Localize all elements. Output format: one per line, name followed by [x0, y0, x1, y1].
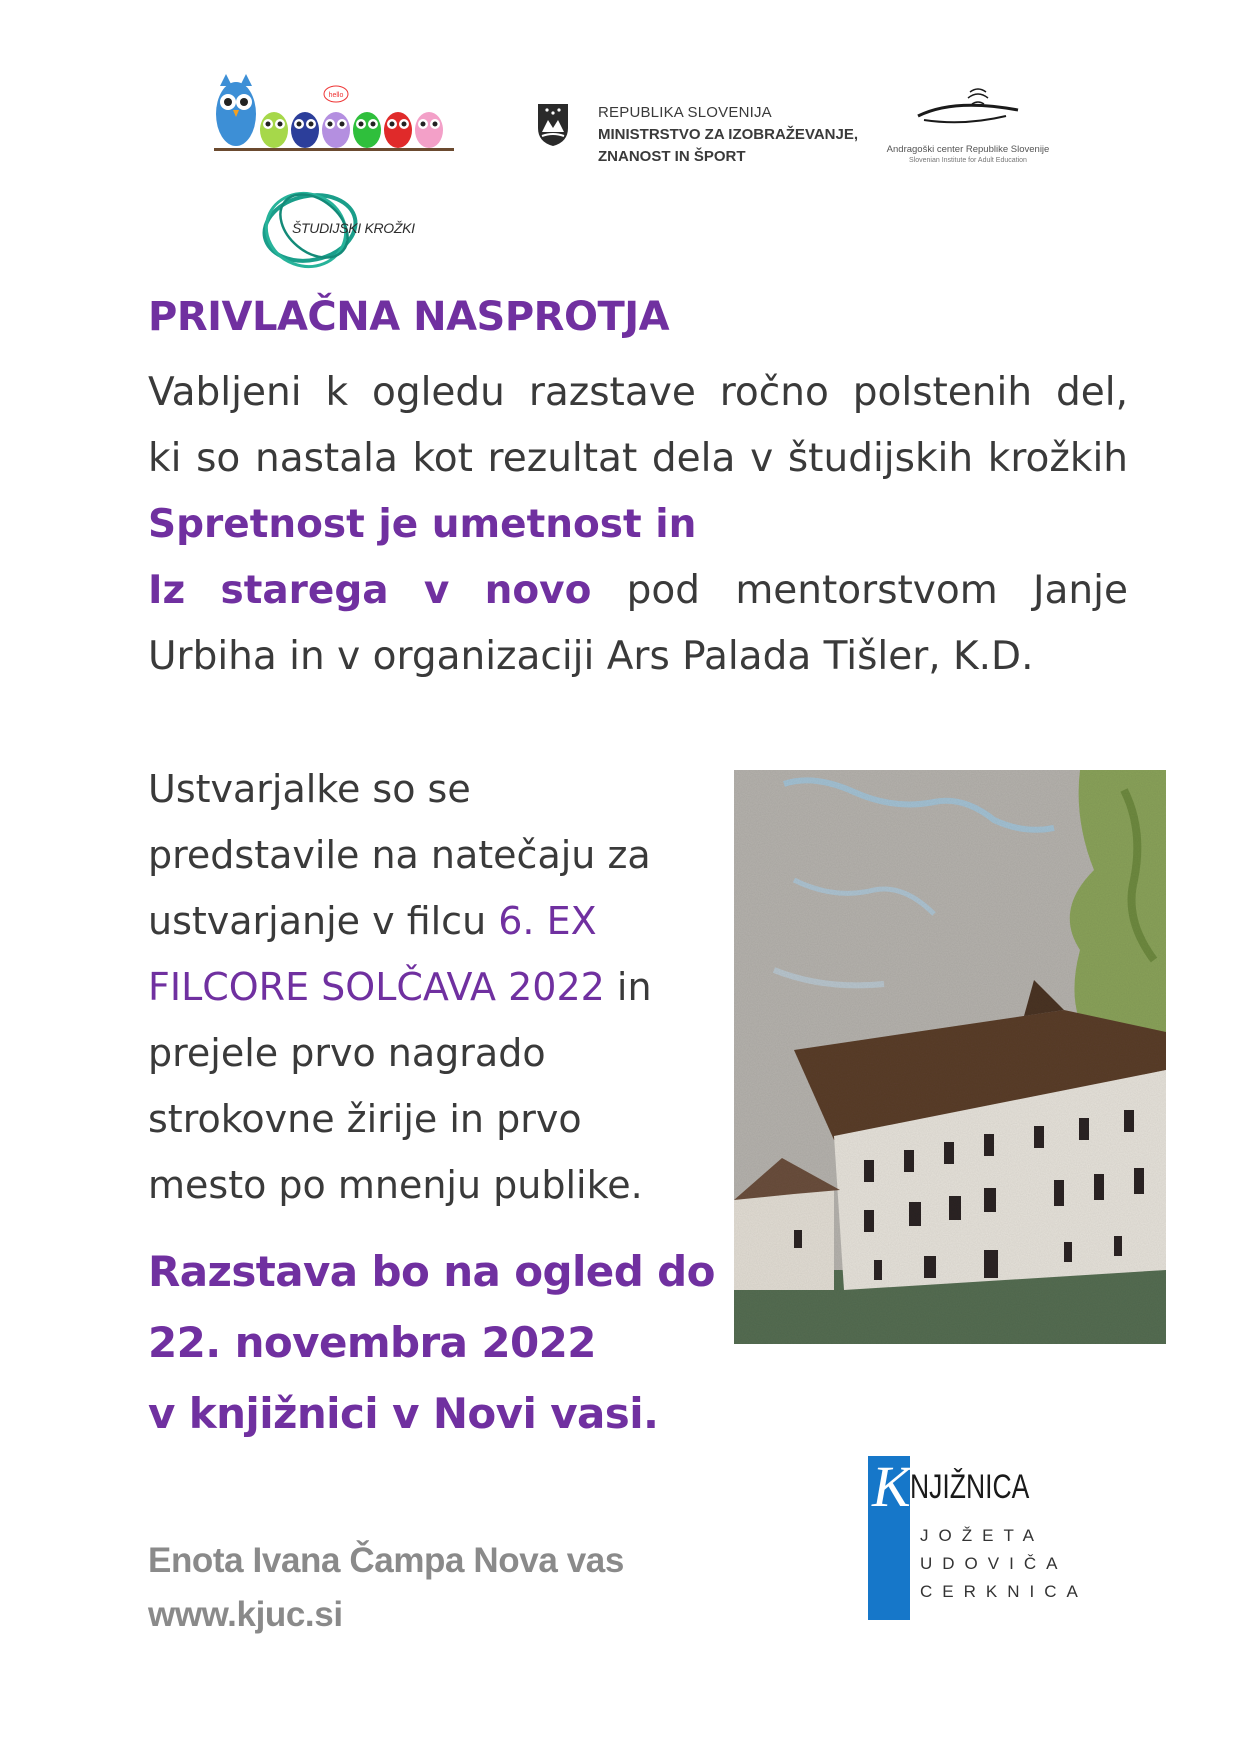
owls-logo — [212, 72, 456, 156]
ministry-line3: ZNANOST IN ŠPORT — [598, 148, 746, 165]
footer-unit: Enota Ivana Čampa Nova vas — [148, 1541, 624, 1580]
closing-line-3: v knjižnici v Novi vasi. — [148, 1389, 659, 1438]
library-logo-k: K — [872, 1454, 911, 1519]
library-logo-line4: CERKNICA — [920, 1582, 1088, 1601]
closing-notice — [148, 1236, 715, 1449]
intro-line-1: Vabljeni k ogledu razstave ročno polstenih del, — [148, 370, 1128, 415]
poster-title: PRIVLAČNA NASPROTJA — [148, 294, 670, 340]
intro-line-2: ki so nastala kot rezultat dela v študijskih krožkih — [148, 436, 1128, 481]
owl-navy-icon — [291, 112, 319, 148]
award-paragraph — [148, 756, 708, 1218]
study-circle-name-2-w3: v — [423, 568, 450, 613]
award-line-7: mesto po mnenju publike. — [148, 1163, 643, 1207]
library-logo — [868, 1454, 1088, 1620]
acs-line1: Andragoški center Republike Slovenije — [886, 144, 1050, 155]
mentor-w1: pod — [626, 568, 701, 613]
owl-lightgreen-icon — [260, 112, 288, 148]
library-logo-line2: JOŽETA — [920, 1526, 1044, 1545]
acs-logo — [878, 86, 1058, 172]
owl-pink-icon — [415, 112, 443, 148]
mentor-w3: Janje — [1033, 568, 1128, 613]
intro-line-5: Urbiha in v organizaciji Ars Palada Tišler, K.D. — [148, 634, 1034, 679]
ministry-line1: REPUBLIKA SLOVENIJA — [598, 104, 772, 121]
award-line-5: prejele prvo nagrado — [148, 1031, 546, 1075]
krozki-text: ŠTUDIJSKI KROŽKI — [292, 220, 415, 236]
award-line-3a: ustvarjanje v filcu — [148, 899, 499, 943]
owl-green-icon — [353, 112, 381, 148]
study-circle-name-2-w4: novo — [484, 568, 592, 613]
mentor-w2: mentorstvom — [735, 568, 998, 613]
award-line-1: Ustvarjalke so se — [148, 767, 471, 811]
award-line-4b: in — [604, 965, 652, 1009]
acs-line2: Slovenian Institute for Adult Education — [909, 157, 1027, 164]
owl-red-icon — [384, 112, 412, 148]
studijski-krozki-logo — [258, 186, 418, 272]
acs-wave-icon — [914, 86, 1024, 144]
award-line-4 — [148, 954, 708, 1020]
felt-artwork-photo — [734, 770, 1166, 1344]
owl-lavender-icon — [322, 86, 350, 148]
award-line-6: strokovne žirije in prvo — [148, 1097, 582, 1141]
library-logo-line3: UDOVIČA — [920, 1554, 1068, 1573]
intro-paragraph — [148, 360, 1128, 690]
ministry-line2: MINISTRSTVO ZA IZOBRAŽEVANJE, — [598, 126, 859, 143]
coat-of-arms-icon — [536, 102, 570, 148]
library-logo-name: NJIŽNICA — [910, 1468, 1030, 1506]
footer — [148, 1534, 624, 1642]
closing-line-1: Razstava bo na ogled do — [148, 1247, 715, 1296]
competition-name-b: FILCORE SOLČAVA 2022 — [148, 965, 605, 1009]
intro-line-4 — [148, 558, 1128, 624]
study-circle-name-2-w1: Iz — [148, 568, 186, 613]
footer-url[interactable]: www.kjuc.si — [148, 1595, 343, 1634]
award-line-2: predstavile na natečaju za — [148, 833, 651, 877]
owl-blue-icon — [216, 74, 256, 146]
award-line-3 — [148, 888, 708, 954]
study-circle-name-1: Spretnost je umetnost in — [148, 502, 697, 547]
competition-name-a: 6. EX — [498, 899, 597, 943]
closing-line-2: 22. novembra 2022 — [148, 1318, 596, 1367]
owl-speech-label: hello — [328, 92, 344, 99]
study-circle-name-2-w2: starega — [220, 568, 389, 613]
